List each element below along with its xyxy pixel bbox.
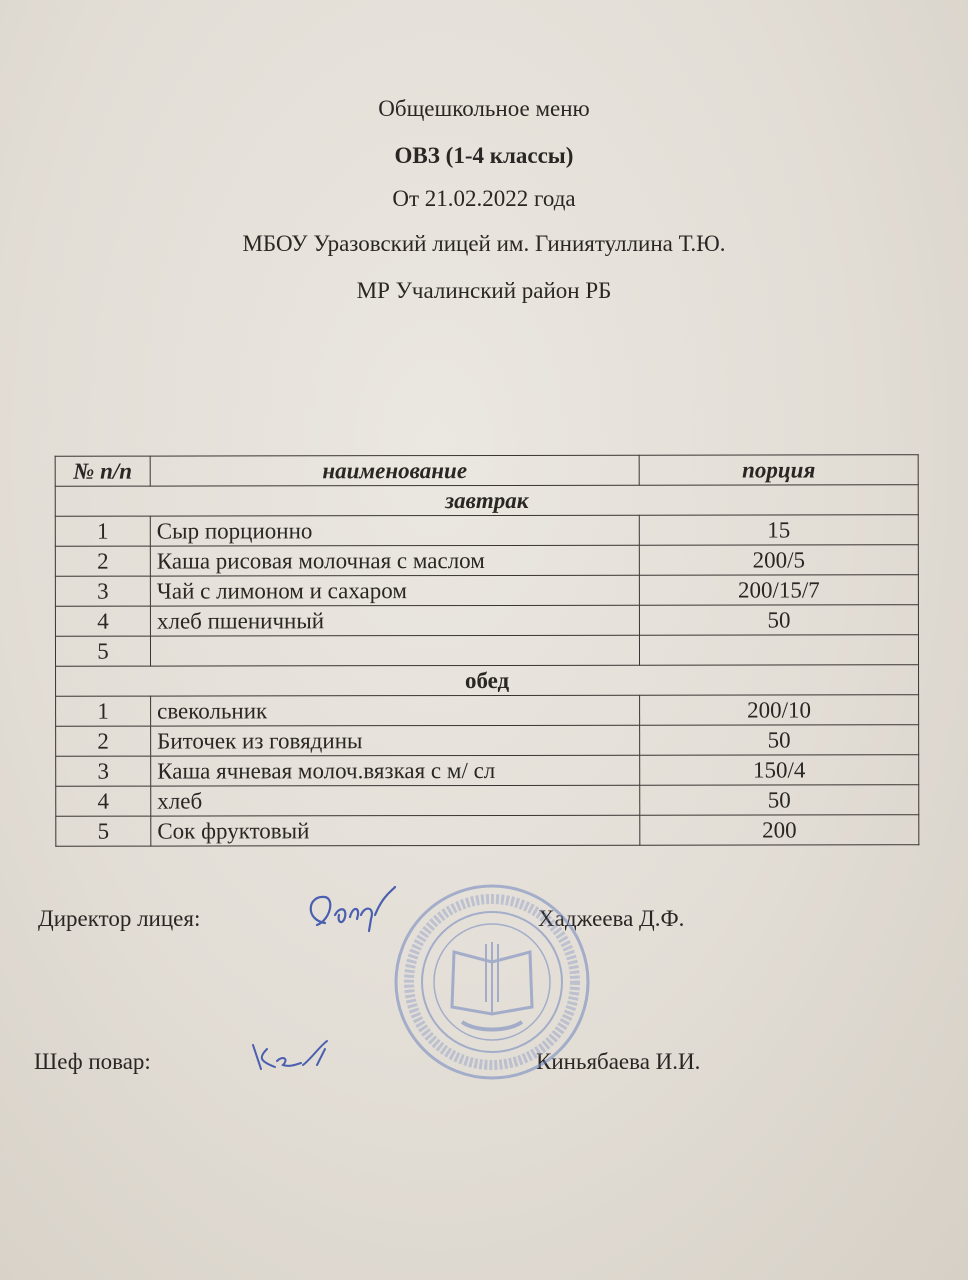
director-name: Хаджеева Д.Ф. xyxy=(538,906,685,931)
chef-signature xyxy=(245,1035,340,1080)
item-portion: 50 xyxy=(640,785,919,815)
item-name: Биточек из говядины xyxy=(151,725,640,756)
section-title: обед xyxy=(56,665,919,697)
table-row xyxy=(56,755,919,787)
menu-table xyxy=(55,454,920,847)
school-name: МБОУ Уразовский лицей им. Гиниятуллина Т.Ю. xyxy=(242,231,726,256)
item-number: 4 xyxy=(56,786,151,816)
item-number: 1 xyxy=(55,516,150,546)
menu-title: Общешкольное меню xyxy=(378,96,590,121)
item-number: 3 xyxy=(56,756,151,786)
item-portion: 200 xyxy=(640,815,919,845)
item-name: хлеб пшеничный xyxy=(150,605,639,636)
item-name: хлеб xyxy=(151,785,640,816)
section-row xyxy=(55,485,918,517)
table-row xyxy=(55,545,918,577)
table-row xyxy=(55,575,918,607)
table-row xyxy=(55,605,918,637)
item-name: свекольник xyxy=(151,695,640,726)
school-stamp xyxy=(392,882,592,1082)
chef-name: Киньябаева И.И. xyxy=(536,1049,701,1074)
item-number: 5 xyxy=(55,636,150,666)
item-portion: 150/4 xyxy=(640,755,919,785)
item-portion: 200/10 xyxy=(640,695,919,725)
item-name: Сыр порционно xyxy=(150,515,639,546)
item-portion: 200/15/7 xyxy=(639,575,918,605)
director-label: Директор лицея: xyxy=(38,906,201,931)
column-header-portion: порция xyxy=(639,455,918,485)
item-portion xyxy=(639,635,918,665)
table-row xyxy=(55,635,918,667)
section-title: завтрак xyxy=(55,485,918,517)
item-number: 5 xyxy=(56,816,151,846)
item-portion: 50 xyxy=(639,605,918,635)
table-row xyxy=(56,695,919,727)
table-row xyxy=(55,515,918,547)
item-name: Сок фруктовый xyxy=(151,815,640,846)
item-number: 4 xyxy=(55,606,150,636)
district-name: МР Учалинский район РБ xyxy=(356,278,612,303)
item-name: Каша рисовая молочная с маслом xyxy=(150,545,639,576)
item-portion: 50 xyxy=(640,725,919,755)
menu-subtitle: ОВЗ (1-4 классы) xyxy=(394,143,574,168)
item-number: 2 xyxy=(56,726,151,756)
item-name xyxy=(150,635,639,666)
table-row xyxy=(56,725,919,757)
table-row xyxy=(56,785,919,817)
section-row xyxy=(56,665,919,697)
item-name: Чай с лимоном и сахаром xyxy=(150,575,639,606)
item-number: 2 xyxy=(55,546,150,576)
item-name: Каша ячневая молоч.вязкая с м/ сл xyxy=(151,755,640,786)
item-portion: 15 xyxy=(639,515,918,545)
menu-date: От 21.02.2022 года xyxy=(392,186,576,211)
item-number: 1 xyxy=(56,696,151,726)
director-signature xyxy=(295,885,405,940)
item-portion: 200/5 xyxy=(639,545,918,575)
column-header-name: наименование xyxy=(150,455,639,486)
chef-label: Шеф повар: xyxy=(34,1049,151,1074)
table-header-row xyxy=(55,455,918,487)
table-row xyxy=(56,815,919,847)
item-number: 3 xyxy=(55,576,150,606)
column-header-number: № п/п xyxy=(55,456,150,486)
